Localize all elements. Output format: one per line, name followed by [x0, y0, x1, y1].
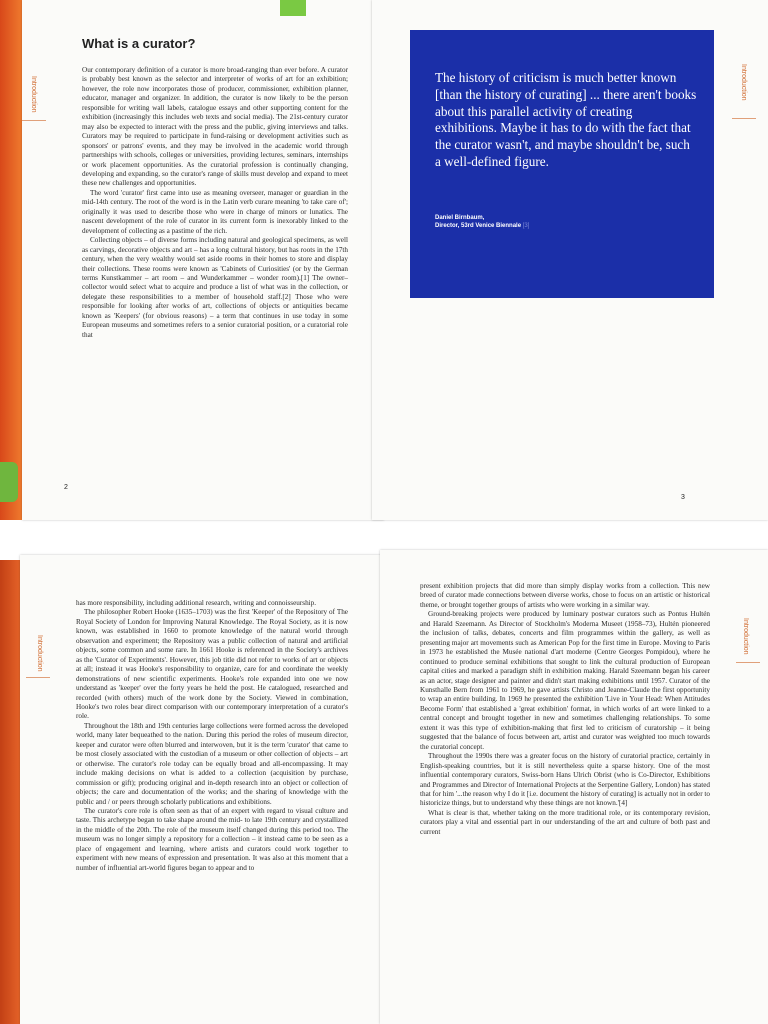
paragraph: Throughout the 1990s there was a greater focus on the history of curatorial practice, certainly in English-speaking countries, but it is still nevertheless quite a sparse history. One of the most influential contemporary curators, Swiss-born Hans Ulrich Obrist (who is Co-Director, Exhibitions and Programmes and Director of International Projects at the Serpentine Gallery, London) has stated that for him '...the reason why I do it [i.e. document the history of curating] is actually not in order to historicize things, but to understand why these things are not known.'[4] [420, 752, 710, 808]
section-rule [736, 662, 760, 663]
green-object [0, 462, 18, 502]
paragraph: Collecting objects – of diverse forms including natural and geological specimens, as well as carvings, decorative objects and art – has a long cultural history, but has roots in the 17th century, when the very wealthy would set aside rooms in their homes to store and display their collections. These rooms were known as 'Cabinets of Curiosities' (or by the German terms Kunstkammer – art room – and Wunderkammer – wonder room).[1] The owner–collector would select what to acquire and produce a list of what was in the collection, or delegate these responsibilities to a member of household staff.[2] Those who were responsible for looking after works of art, collections of objects or antiquities became known as 'Keepers' (for obvious reasons) – a term that continues in use today in some European museums and sometimes refers to a senior curatorial position, or a curatorial role that [82, 236, 348, 339]
pull-quote: The history of criticism is much better known [than the history of curating] ... there aren't books about this parallel activity of creating exhibitions. Maybe it has to do with the fact that the curator wasn't, and maybe shouldn't be, such a well-defined figure. [435, 70, 697, 169]
section-tab: Introduction [740, 64, 747, 101]
page-left-top [22, 0, 384, 520]
paragraph: Throughout the 18th and 19th centuries large collections were formed across the developed world, many later bequeathed to the nation. During this period the roles of museum director, keeper and curator were often blurred and interwoven, but it is the term 'curator' that came to be most closely associated with the custodian of a museum or other collection of objects – art or otherwise. The curator's role today can be equally broad and all-encompassing. It may include making decisions on what is added to a collection (acquisition by purchase, commission or gift); producing original and in-depth research into an object or collection of objects; the care and documentation of the works; and the sharing of knowledge with the public and / or peers through scholarly publications and exhibitions. [76, 721, 348, 806]
paragraph: Our contemporary definition of a curator is more broad-ranging than ever before. A curator is probably best known as the selector and interpreter of works of art for an exhibition; however, the role now incorporates those of producer, commissioner, exhibition planner, educator, manager and organizer. In addition, the curator is now likely to be the person responsible for writing wall labels, catalogue essays and other supporting content for the exhibition (increasingly this includes web texts and social media). The 21st-century curator may also be expected to interact with the press and the public, giving interviews and talks. Curators may be required to participate in fund-raising or development activities such as sponsors' or patrons' events, and they may be involved in the academic world through partnerships with schools, colleges or universities, providing lectures, seminars, internships or work placement opportunities. As the curatorial profession is continually changing, developing and expanding, so the curator's range of skills must develop and expand to meet these new challenges and opportunities. [82, 66, 348, 188]
orange-strip-bottom [0, 560, 22, 1024]
quote-box [410, 30, 714, 298]
page-title: What is a curator? [82, 36, 196, 51]
orange-strip-top [0, 0, 22, 520]
green-sticky-note [280, 0, 306, 16]
page-right-top [372, 0, 768, 520]
paragraph: present exhibition projects that did more than simply display works from a collection. This new breed of curator made connections between diverse works, chose to focus on an artistic or historical theme, or brought together groups of artists who were working in a similar way. [420, 582, 710, 609]
paragraph: has more responsibility, including additional research, writing and connoisseurship. [76, 599, 317, 607]
section-tab: Introduction [30, 76, 37, 113]
body-text-p3 [76, 599, 348, 873]
page-number: 2 [64, 484, 68, 491]
body-text-p4 [420, 582, 710, 837]
section-tab: Introduction [36, 635, 43, 672]
section-rule [26, 677, 50, 678]
page-number: 3 [681, 494, 685, 501]
paragraph: The curator's core role is often seen as that of an expert with regard to visual culture and taste. This archetype began to take shape around the mid- to late 19th century and crystallized in the middle of the 20th. The role of the museum itself changed during this period too. The museum was no longer simply a repository for a collection – it instead came to be seen as a place of engagement and learning, where artists and curators could work together to experiment with new means of expression and presentation. It was also at this moment that a number of influential art-world figures began to appear and to [76, 806, 348, 872]
page-right-bottom [380, 550, 768, 1024]
body-text-p1 [82, 66, 348, 340]
paragraph: What is clear is that, whether taking on the more traditional role, or its contemporary revision, curators play a vital and essential part in our understanding of the art and culture of both past and current [420, 808, 710, 836]
attribution-name: Daniel Birnbaum, [435, 215, 485, 221]
paragraph: The philosopher Robert Hooke (1635–1703) was the first 'Keeper' of the Repository of The Royal Society of London for Improving Natural Knowledge. The Royal Society, as it is now known, was established in 1660 to promote knowledge of the natural world through observation and experiment; the Repository was a public collection of natural and artificial objects, some common and some rare. In 1661 Hooke is referenced in the Society's archives as the 'Curator of Experiments'. However, this job title did not refer to works of art or objects at all; instead it was Hooke's responsibility to organize, care for and coordinate the weekly demonstrations of new scientific experiments. Hooke's role expanded into one we now understand as 'keeper' over the forty years he held the post. He catalogued, researched and recorded (with others) much of the work done by the Society. Viewed in combination, Hooke's two roles bear direct comparison with our contemporary interpretation of a curator's role. [76, 608, 348, 721]
section-rule [732, 118, 756, 119]
footnote-ref: [3] [522, 223, 530, 229]
quote-attribution [435, 214, 675, 230]
attribution-role: Director, 53rd Venice Biennale [435, 223, 522, 229]
paragraph: Ground-breaking projects were produced by luminary postwar curators such as Pontus Hultén and Harald Szeemann. As Director of Stockholm's Moderna Museet (1958–73), Hultén pioneered the inclusion of talks, debates, concerts and film programmes within the gallery, as well as presenting major art movements such as American Pop for the first time in Europe. Moving to Paris in 1973 he established the Musée national d'art moderne (Centre Georges Pompidou), where he continued to produce seminal exhibitions that sought to link the cultural production of European capital cities and marked a paradigm shift in exhibition making. Harald Szeemann began his career as an actor, stage designer and painter and didn't start making exhibitions until 1957. Curator of the Kunsthalle Bern from 1961 to 1969, he gave artists Christo and Jeanne-Claude the first opportunity to wrap an entire building. In 1969 he presented the exhibition 'Live in Your Head: When Attitudes Become Form' that established a 'great exhibition' format, in which works of art were linked to a central concept and brought together in new and sometimes challenging relationships. To some extent it was this type of exhibition-making that first led to criticism of curatorship – it being suggested that the balance of focus between art, artist and curator was weighted too much towards the curatorial concept. [420, 610, 710, 751]
section-rule [22, 120, 46, 121]
section-tab: Introduction [742, 618, 749, 655]
paragraph: The word 'curator' first came into use as meaning overseer, manager or guardian in the mid-14th century. The root of the word is in the Latin verb curare meaning 'to take care of'; originally it was used to describe those who were in charge of minors or lunatics. The nascent development of the role of curator in its current form is inexorably linked to the development of collecting as a pastime of the rich. [82, 188, 348, 235]
page-left-bottom [20, 555, 384, 1024]
